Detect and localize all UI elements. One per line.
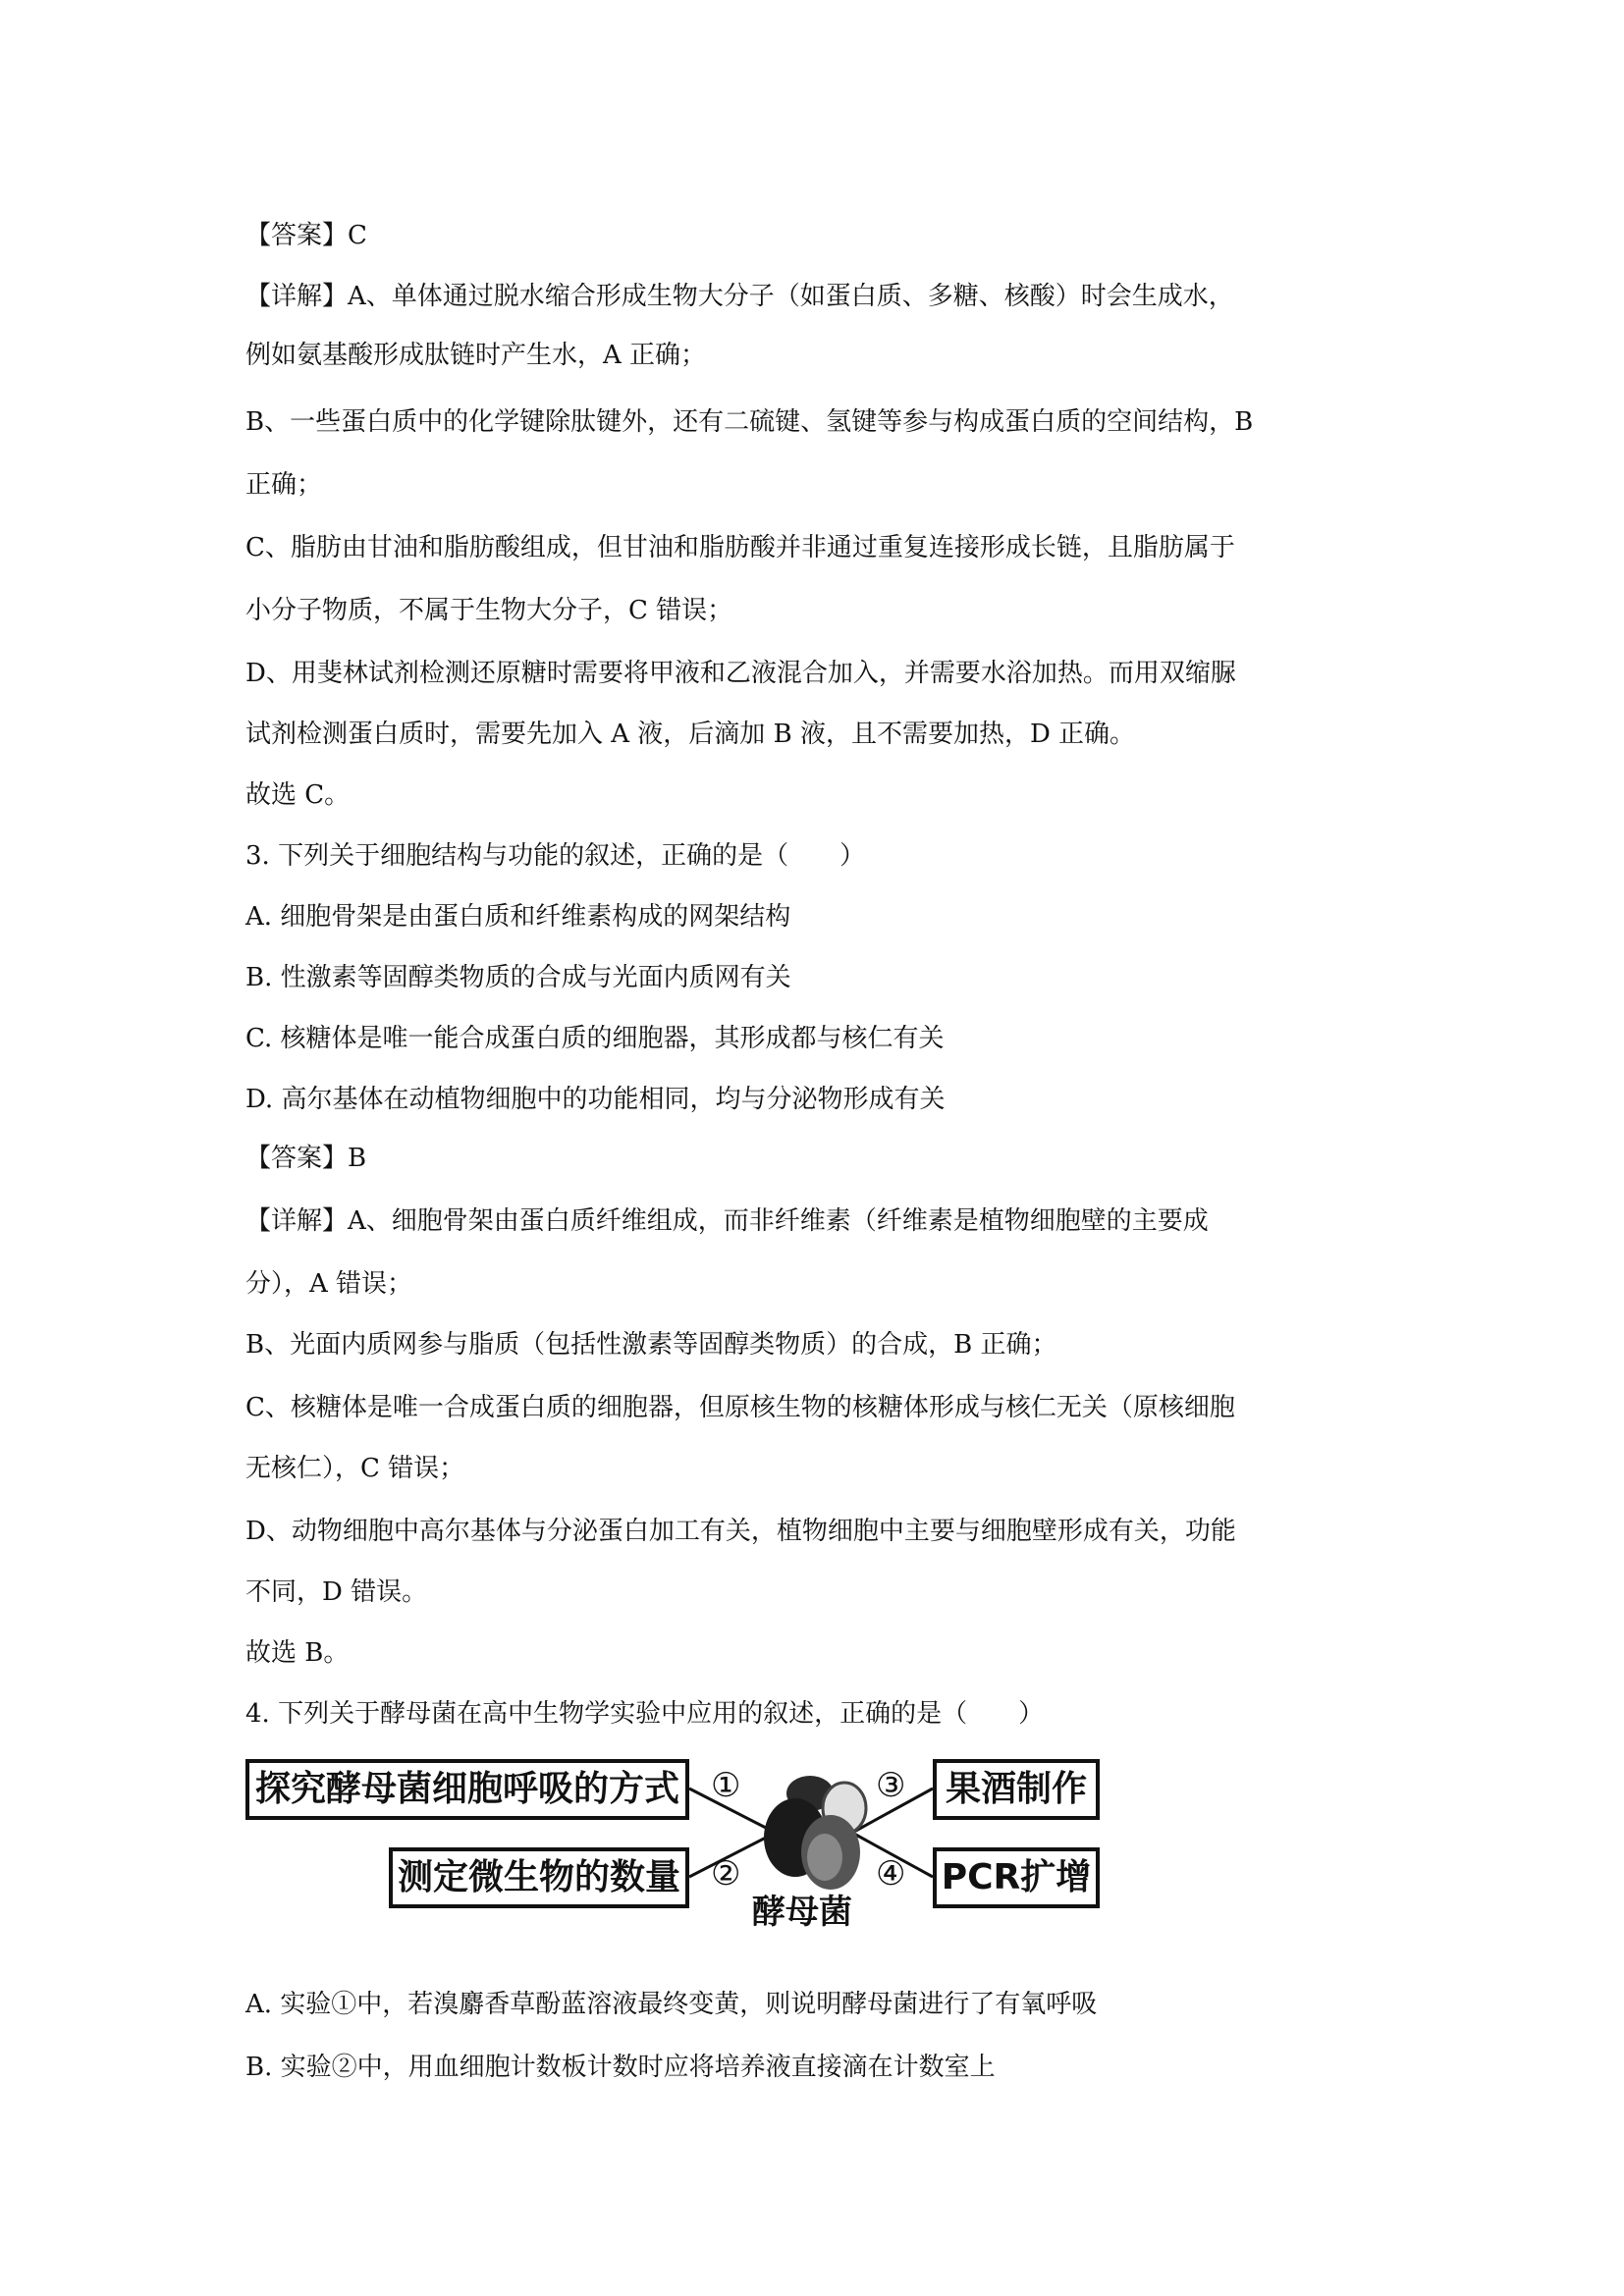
explanation-line: 小分子物质，不属于生物大分子，C 错误； — [245, 596, 733, 625]
circled-number-2: ② — [711, 1854, 741, 1894]
yeast-experiment-diagram — [245, 1739, 1100, 1936]
answer-label: 【答案】C — [245, 221, 367, 250]
explanation-line: 不同，D 错误。 — [245, 1577, 428, 1607]
conclusion-line: 故选 B。 — [245, 1638, 350, 1668]
explanation-line: B、一些蛋白质中的化学键除肽键外，还有二硫键、氢键等参与构成蛋白质的空间结构，B — [245, 407, 1254, 437]
option-a: A. 实验①中，若溴麝香草酚蓝溶液最终变黄，则说明酵母菌进行了有氧呼吸 — [245, 1990, 1098, 2019]
option-b: B. 性激素等固醇类物质的合成与光面内质网有关 — [245, 963, 791, 992]
box-microbe-count: 测定微生物的数量 — [389, 1847, 689, 1908]
answer-label: 【答案】B — [245, 1144, 367, 1173]
explanation-line: C、核糖体是唯一合成蛋白质的细胞器，但原核生物的核糖体形成与核仁无关（原核细胞 — [245, 1393, 1235, 1422]
explanation-line: 例如氨基酸形成肽链时产生水，A 正确； — [245, 341, 707, 370]
yeast-label: 酵母菌 — [752, 1893, 852, 1932]
conclusion-line: 故选 C。 — [245, 780, 351, 810]
option-b: B. 实验②中，用血细胞计数板计数时应将培养液直接滴在计数室上 — [245, 2053, 996, 2082]
explanation-line: B、光面内质网参与脂质（包括性激素等固醇类物质）的合成，B 正确； — [245, 1330, 1057, 1360]
explanation-line: 试剂检测蛋白质时，需要先加入 A 液，后滴加 B 液，且不需要加热，D 正确。 — [245, 720, 1136, 749]
option-d: D. 高尔基体在动植物细胞中的功能相同，均与分泌物形成有关 — [245, 1085, 946, 1114]
box-pcr: PCR扩增 — [933, 1847, 1100, 1908]
circled-number-4: ④ — [876, 1854, 906, 1894]
explanation-line: 分），A 错误； — [245, 1269, 413, 1299]
option-c: C. 核糖体是唯一能合成蛋白质的细胞器，其形成都与核仁有关 — [245, 1024, 945, 1053]
explanation-line: D、动物细胞中高尔基体与分泌蛋白加工有关，植物细胞中主要与细胞壁形成有关，功能 — [245, 1517, 1236, 1546]
box-respiration-method: 探究酵母菌细胞呼吸的方式 — [245, 1759, 689, 1820]
explanation-line: 正确； — [245, 470, 323, 500]
option-a: A. 细胞骨架是由蛋白质和纤维素构成的网架结构 — [245, 902, 791, 932]
circled-number-3: ③ — [876, 1766, 906, 1805]
explanation-line: 无核仁），C 错误； — [245, 1454, 465, 1483]
explanation-line: 【详解】A、细胞骨架由蛋白质纤维组成，而非纤维素（纤维素是植物细胞壁的主要成 — [245, 1206, 1209, 1236]
explanation-line: 【详解】A、单体通过脱水缩合形成生物大分子（如蛋白质、多糖、核酸）时会生成水， — [245, 282, 1234, 311]
explanation-line: D、用斐林试剂检测还原糖时需要将甲液和乙液混合加入，并需要水浴加热。而用双缩脲 — [245, 659, 1236, 688]
question-stem: 4. 下列关于酵母菌在高中生物学实验中应用的叙述，正确的是（ ） — [245, 1699, 1045, 1729]
explanation-line: C、脂肪由甘油和脂肪酸组成，但甘油和脂肪酸并非通过重复连接形成长链，且脂肪属于 — [245, 533, 1235, 562]
yeast-cells-image — [764, 1776, 866, 1890]
box-fruit-wine: 果酒制作 — [933, 1759, 1100, 1820]
question-stem: 3. 下列关于细胞结构与功能的叙述，正确的是（ ） — [245, 841, 866, 871]
circled-number-1: ① — [711, 1766, 741, 1805]
